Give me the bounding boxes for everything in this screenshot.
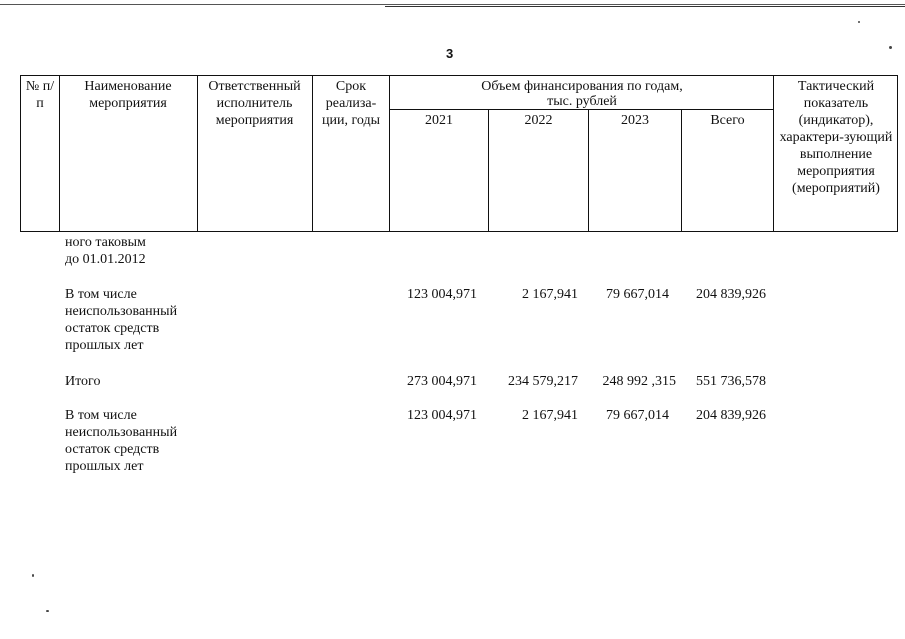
row-value-2023: 79 667,014	[606, 287, 669, 302]
scan-speck	[889, 46, 892, 49]
header-year-2023: 2023	[621, 113, 649, 128]
row-value-total: 204 839,926	[696, 287, 766, 302]
scan-speck	[32, 574, 34, 577]
header-col-total: Всего	[710, 113, 745, 128]
header-year-2022: 2022	[524, 113, 553, 128]
table-row-label	[65, 234, 195, 268]
scan-top-border	[0, 4, 905, 5]
row-label-line: остаток средств	[65, 321, 160, 336]
row-value-2023: 79 667,014	[606, 408, 669, 423]
row-label-line: неиспользованный	[65, 304, 178, 319]
row-value-2023: 248 992 ,315	[602, 374, 676, 389]
row-label-line: Итого	[65, 374, 101, 389]
row-label-line: прошлых лет	[65, 459, 144, 474]
col-border-5	[488, 109, 489, 232]
row-value-total: 204 839,926	[696, 408, 766, 423]
row-label-line: ного таковым	[65, 235, 146, 250]
header-top-border	[20, 75, 898, 76]
col-border-left	[20, 75, 21, 232]
col-border-1	[59, 75, 60, 232]
col-border-2	[197, 75, 198, 232]
col-border-4	[389, 75, 390, 232]
row-value-2022: 2 167,941	[522, 408, 578, 423]
header-col-financing: Объем финансирования по годам,	[481, 79, 683, 94]
row-value-2022: 2 167,941	[522, 287, 578, 302]
table-row-label	[65, 286, 195, 354]
col-border-right	[897, 75, 898, 232]
page-number: 3	[446, 46, 454, 61]
table-row-label	[65, 407, 195, 475]
row-value-2021: 273 004,971	[407, 374, 477, 389]
header-bottom-border	[20, 231, 898, 232]
table-row-label	[65, 373, 195, 390]
header-year-2021: 2021	[425, 113, 453, 128]
header-col-executor: Ответственный исполнитель мероприятия	[208, 79, 301, 128]
row-label-line: В том числе	[65, 408, 137, 423]
scan-speck	[46, 610, 49, 612]
header-col-financing-units: тыс. рублей	[547, 94, 617, 109]
col-border-3	[312, 75, 313, 232]
row-label-line: В том числе	[65, 287, 137, 302]
row-value-2022: 234 579,217	[508, 374, 578, 389]
col-border-8	[773, 75, 774, 232]
header-col-number: № п/п	[25, 79, 55, 111]
row-label-line: до 01.01.2012	[65, 252, 146, 267]
header-col-indicator: Тактический показатель (индикатор), характери-зующий выполнение мероприятия (мероприятий)	[779, 79, 893, 196]
row-value-total: 551 736,578	[696, 374, 766, 389]
row-label-line: неиспользованный	[65, 425, 178, 440]
col-border-6	[588, 109, 589, 232]
header-col-name: Наименование мероприятия	[84, 79, 172, 111]
scan-top-border-secondary	[385, 6, 905, 7]
col-border-7	[681, 109, 682, 232]
row-value-2021: 123 004,971	[407, 287, 477, 302]
row-label-line: прошлых лет	[65, 338, 144, 353]
scan-speck	[858, 21, 860, 23]
header-col-term: Срок реализа-ции, годы	[322, 79, 380, 128]
row-label-line: остаток средств	[65, 442, 160, 457]
row-value-2021: 123 004,971	[407, 408, 477, 423]
